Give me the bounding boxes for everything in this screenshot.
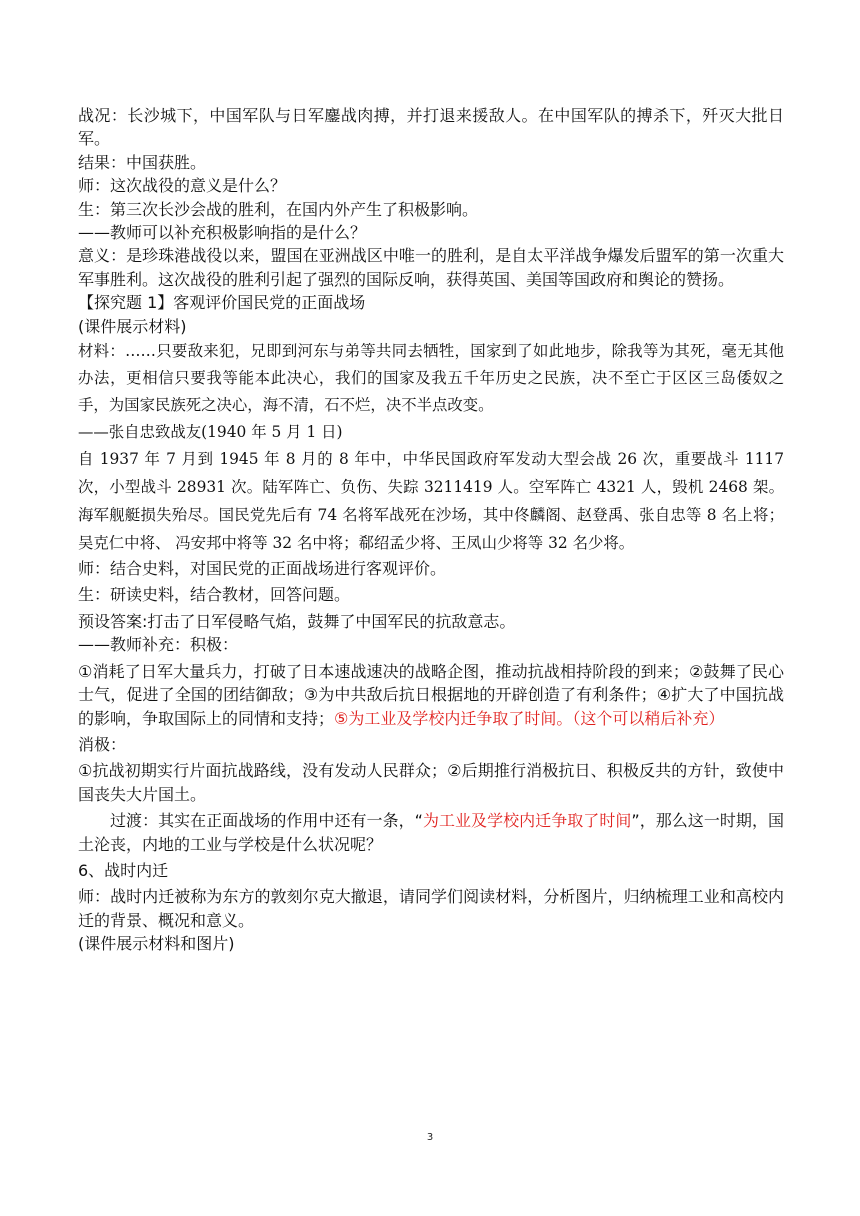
teacher-supplement-2: ——教师补充：积极： [78, 635, 239, 655]
student-answer-2: 生：研读史料，结合教材，回答问题。 [78, 585, 351, 605]
teacher-supplement-1: ——教师可以补充积极影响指的是什么？ [78, 223, 367, 243]
preset-answer: 预设答案:打击了日军侵略气焰，鼓舞了中国军民的抗敌意志。 [78, 611, 516, 631]
statistics-paragraph: 自 1937 年 7 月到 1945 年 8 月的 8 年中，中华民国政府军发动大型会战 26 次，重要战斗 1117 次，小型战斗 28931 次。陆军阵亡、负伤、失踪 3211419 人。空军阵亡 4321 人，毁机 2468 架。海军舰艇损失殆尽。国民党先后有 74 名将军战死在沙场，其中佟麟阁、赵登禹、张自忠等 8 名上将；吴克仁中将、 冯安邦中将等 32 名中将；郗绍孟少将、王凤山少将等 32 名少将。 [78, 450, 784, 553]
section-heading-6: 6、战时内迁 [78, 860, 169, 880]
transition-text-a: 过渡：其实在正面战场的作用中还有一条，“ [110, 811, 423, 831]
positive-effects-main: ①消耗了日军大量兵力，打破了日本速战速决的战略企图，推动抗战相持阶段的到来；②鼓舞了民心士气，促进了全国的团结御敌；③为中共敌后抗日根据地的开辟创造了有利条件；④扩大了中国抗战的影响，争取国际上的同情和支持； [78, 661, 784, 728]
historical-material: 材料：……只要敌来犯，兄即到河东与弟等共同去牺牲，国家到了如此地步，除我等为其死，毫无其他办法，更相信只要我等能本此决心，我们的国家及我五千年历史之民族，决不至亡于区区三岛倭奴之手，为国家民族死之决心，海不清，石不烂，决不半点改变。 [78, 342, 784, 415]
courseware-note-1: (课件展示材料) [78, 316, 187, 336]
result-line: 结果：中国获胜。 [78, 152, 207, 172]
teacher-question-2: 师：结合史料，对国民党的正面战场进行客观评价。 [78, 559, 447, 579]
meaning-paragraph: 意义：是珍珠港战役以来，盟国在亚洲战区中唯一的胜利，是自太平洋战争爆发后盟军的第一次重大军事胜利。这次战役的胜利引起了强烈的国际反响，获得英国、美国等国政府和舆论的赞扬。 [78, 246, 784, 289]
document-body [78, 104, 784, 956]
transition-text-b: ”，那么这一时期，国土沦丧，内地的工业与学校是什么状况呢？ [78, 811, 784, 854]
transition-highlight: 为工业及学校内迁争取了时间 [422, 811, 632, 831]
inquiry-title: 【探究题 1】客观评价国民党的正面战场 [78, 293, 366, 313]
positive-effects-highlight: ⑤为工业及学校内迁争取了时间。（这个可以稍后补充） [334, 708, 725, 728]
material-source: ——张自忠致战友(1940 年 5 月 1 日) [78, 423, 343, 442]
negative-effects: ①抗战初期实行片面抗战路线，没有发动人民群众；②后期推行消极抗日、积极反共的方针，致使中国丧失大片国土。 [78, 761, 784, 804]
battle-paragraph: 战况：长沙城下，中国军队与日军鏖战肉搏，并打退来援敌人。在中国军队的搏杀下，歼灭大批日军。 [78, 106, 784, 149]
student-answer-1: 生：第三次长沙会战的胜利，在国内外产生了积极影响。 [78, 199, 479, 219]
transition-paragraph [78, 809, 784, 856]
page-number: 3 [426, 1132, 434, 1143]
teacher-question-1: 师：这次战役的意义是什么？ [78, 176, 287, 196]
negative-label: 消极： [78, 734, 127, 754]
teacher-question-3: 师：战时内迁被称为东方的敦刻尔克大撤退，请同学们阅读材料，分析图片，归纳梳理工业和高校内迁的背景、概况和意义。 [78, 887, 784, 930]
courseware-note-2: (课件展示材料和图片) [78, 934, 235, 954]
positive-effects [78, 660, 784, 730]
